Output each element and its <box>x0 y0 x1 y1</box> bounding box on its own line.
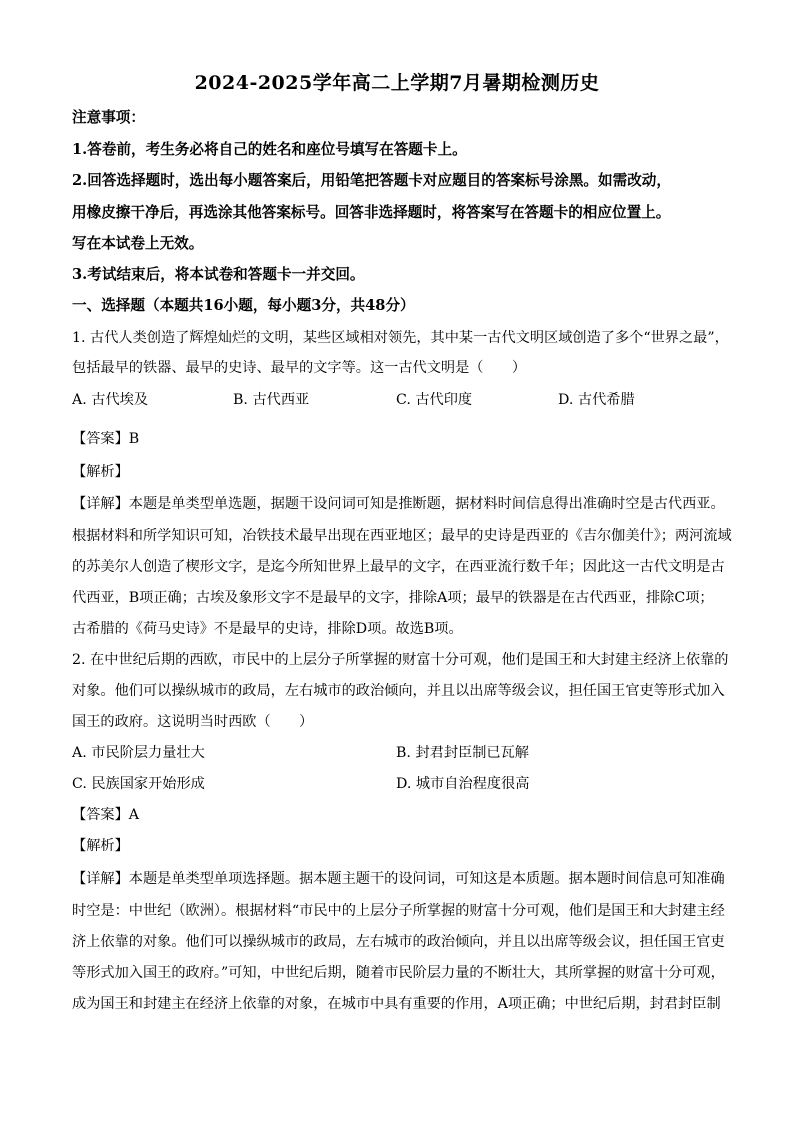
q1-stem-line-2: 包括最早的铁器、最早的史诗、最早的文字等。这一古代文明是（ ） <box>72 360 527 376</box>
q1-detail-line-2: 根据材料和所学知识可知，冶铁技术最早出现在西亚地区；最早的史诗是西亚的《吉尔伽美什》；两河流域 <box>72 528 732 544</box>
q1-detail-line-3: 的苏美尔人创造了楔形文字，是迄今所知世界上最早的文字，在西亚流行数千年；因此这一古代文明是古 <box>72 559 725 575</box>
q1-option-a: A. 古代埃及 <box>72 392 149 408</box>
section-heading: 一、选择题（本题共16小题，每小题3分，共48分） <box>72 297 415 314</box>
q1-detail-line-1: 【详解】本题是单类型单选题，据题干设问词可知是推断题，据材料时间信息得出准确时空是古代西亚。 <box>72 496 725 512</box>
notice-line-4: 写在本试卷上无效。 <box>72 235 204 252</box>
q2-stem-line-2: 对象。他们可以操纵城市的政局，左右城市的政治倾向，并且以出席等级会议，担任国王官吏等形式加入 <box>72 683 725 699</box>
notice-line-5: 3.考试结束后，将本试卷和答题卡一并交回。 <box>72 266 365 283</box>
q2-stem-line-1: 2. 在中世纪后期的西欧，市民中的上层分子所掌握的财富十分可观，他们是国王和大封建主经济上依靠的 <box>72 652 729 668</box>
q2-detail-line-5: 成为国王和封建主在经济上依靠的对象，在城市中具有重要的作用，A项正确；中世纪后期，封君封臣制 <box>72 996 721 1012</box>
q2-detail-line-2: 时空是：中世纪（欧洲）。根据材料“市民中的上层分子所掌握的财富十分可观，他们是国王和大封建主经 <box>72 903 725 919</box>
notice-line-2: 2.回答选择题时，选出每小题答案后，用铅笔把答题卡对应题目的答案标号涂黑。如需改动， <box>72 172 671 189</box>
q2-analysis-label: 【解析】 <box>72 838 129 854</box>
q2-option-c: C. 民族国家开始形成 <box>72 776 205 792</box>
page-title: 2024-2025学年高二上学期7月暑期检测历史 <box>194 72 600 94</box>
q2-option-b: B. 封君封臣制已瓦解 <box>396 745 529 761</box>
q1-option-c: C. 古代印度 <box>396 392 473 408</box>
notice-line-3: 用橡皮擦干净后，再选涂其他答案标号。回答非选择题时，将答案写在答题卡的相应位置上。 <box>72 204 671 221</box>
q1-stem-line-1: 1. 古代人类创造了辉煌灿烂的文明，某些区域相对领先，其中某一古代文明区域创造了多个“世界之最”， <box>72 330 729 346</box>
notice-heading: 注意事项： <box>72 109 145 126</box>
q2-stem-line-3: 国王的政府。这说明当时西欧（ ） <box>72 714 314 730</box>
q2-option-d: D. 城市自治程度很高 <box>396 776 530 792</box>
q2-option-a: A. 市民阶层力量壮大 <box>72 745 205 761</box>
q1-detail-line-5: 古希腊的《荷马史诗》不是最早的史诗，排除D项。故选B项。 <box>72 621 463 637</box>
q1-detail-line-4: 代西亚，B项正确；古埃及象形文字不是最早的文字，排除A项；最早的铁器是在古代西亚，排除C项； <box>72 590 714 606</box>
q1-option-b: B. 古代西亚 <box>233 392 310 408</box>
q2-detail-line-3: 济上依靠的对象。他们可以操纵城市的政局，左右城市的政治倾向，并且以出席等级会议，担任国王官吏 <box>72 934 725 950</box>
notice-line-1: 1.答卷前，考生务必将自己的姓名和座位号填写在答题卡上。 <box>72 141 467 158</box>
q1-analysis-label: 【解析】 <box>72 464 129 480</box>
q2-answer: 【答案】A <box>72 807 139 823</box>
q2-detail-line-1: 【详解】本题是单类型单项选择题。据本题主题干的设问词，可知这是本质题。据本题时间信息可知准确 <box>72 871 725 887</box>
q1-option-d: D. 古代希腊 <box>558 392 635 408</box>
q1-answer: 【答案】B <box>72 431 140 447</box>
q2-detail-line-4: 等形式加入国王的政府。”可知，中世纪后期，随着市民阶层力量的不断壮大，其所掌握的财富十分可观， <box>72 965 725 981</box>
